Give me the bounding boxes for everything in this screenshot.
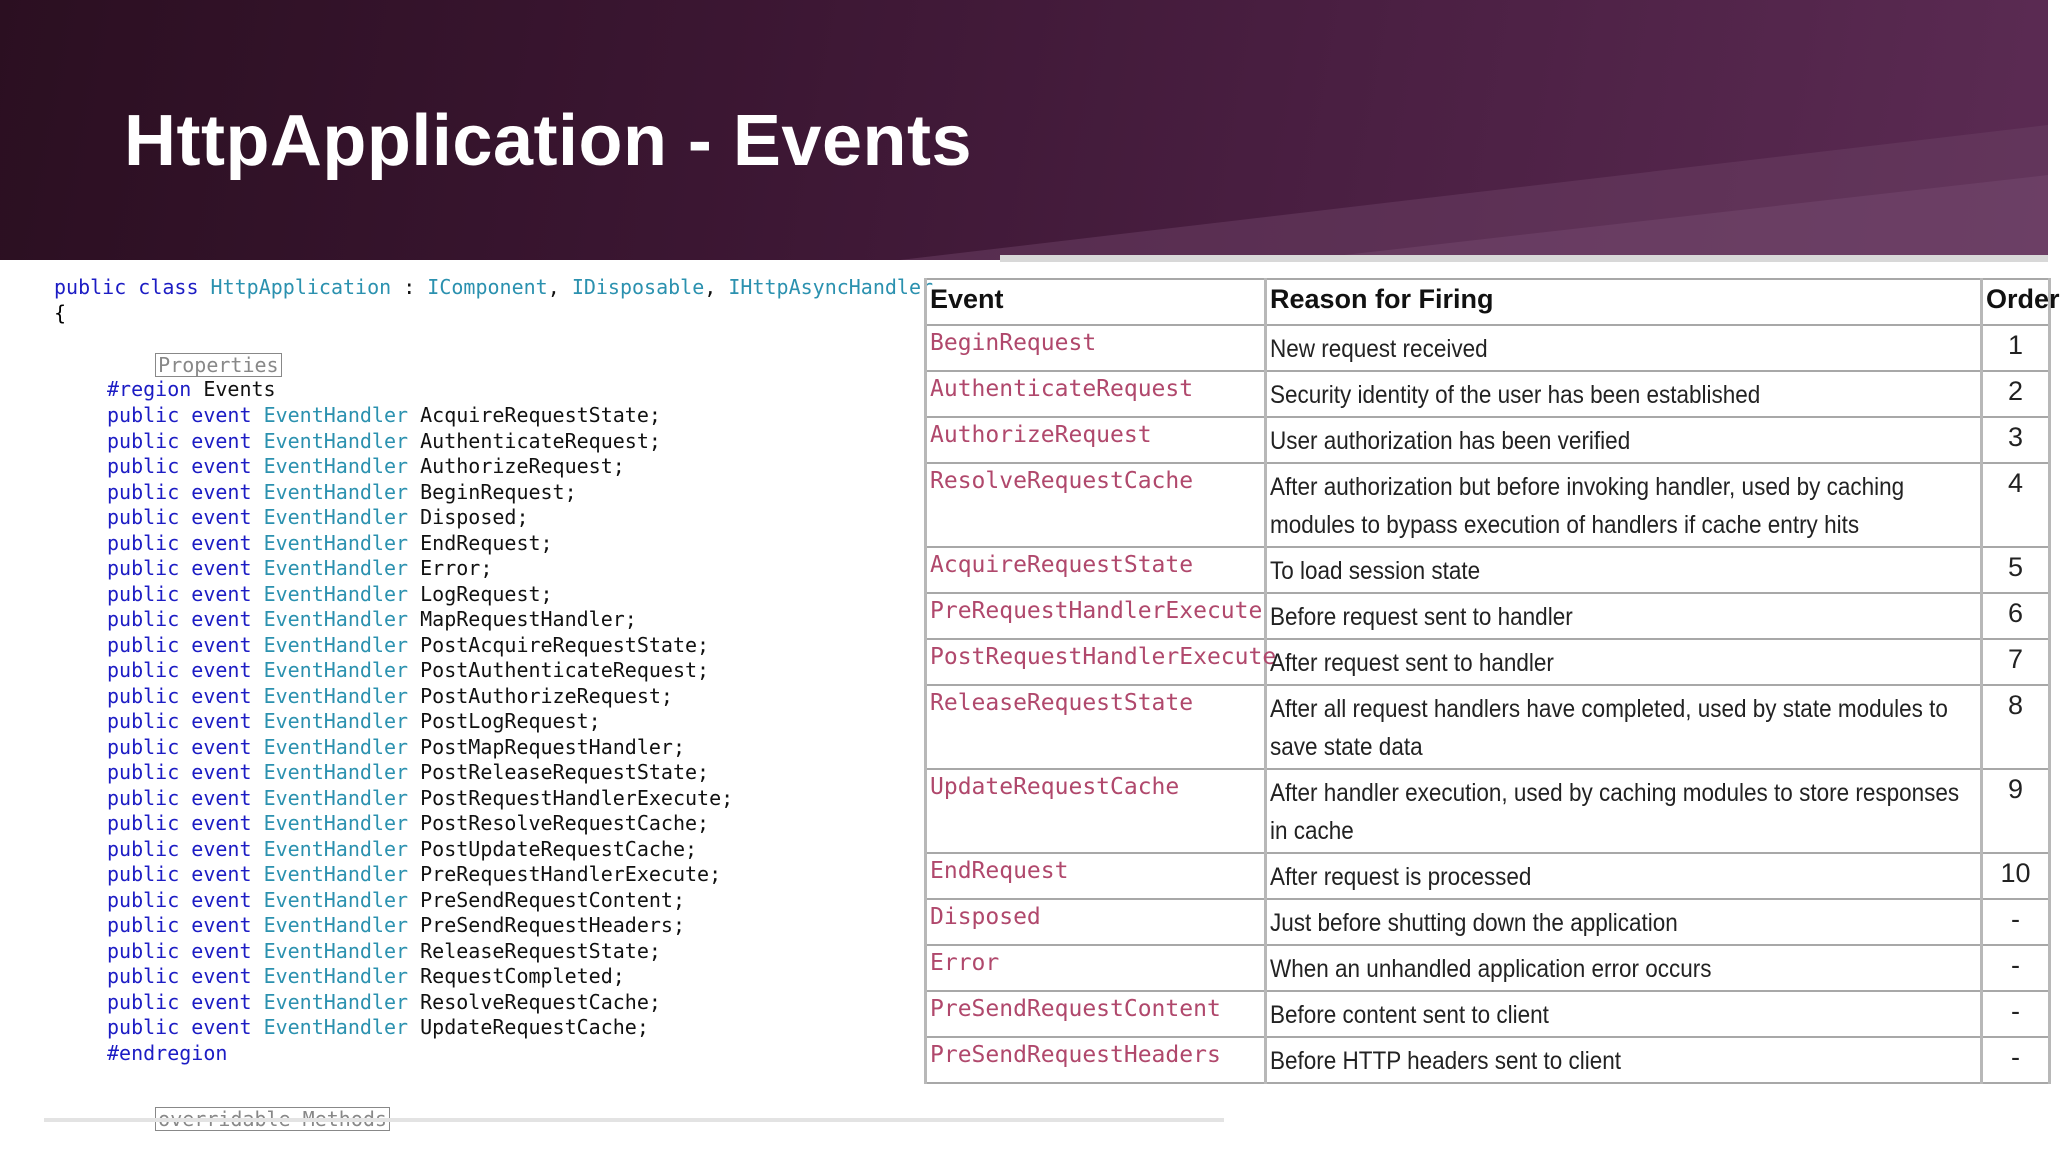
event-declaration-line bbox=[107, 861, 721, 887]
event-cell bbox=[926, 769, 1266, 853]
region-name: Events bbox=[203, 377, 276, 401]
event-type: EventHandler bbox=[263, 862, 409, 886]
event-declaration-line bbox=[107, 734, 685, 760]
order-cell: - bbox=[1982, 899, 2050, 945]
event-name: AcquireRequestState; bbox=[420, 403, 661, 427]
event-name: ResolveRequestCache; bbox=[420, 989, 661, 1014]
reason-text: To load session state bbox=[1270, 557, 1481, 585]
event-type: EventHandler bbox=[263, 964, 409, 988]
event-name: PostAuthorizeRequest; bbox=[420, 683, 673, 708]
table-header-row bbox=[926, 279, 2050, 325]
event-cell bbox=[926, 417, 1266, 463]
event-cell bbox=[926, 991, 1266, 1037]
event-keyword: event bbox=[191, 530, 252, 555]
reason-text: New request received bbox=[1270, 335, 1488, 363]
table-row bbox=[926, 853, 2050, 899]
event-type: EventHandler bbox=[263, 581, 409, 606]
event-keyword: event bbox=[191, 454, 252, 478]
reason-text: Before HTTP headers sent to client bbox=[1270, 1047, 1622, 1075]
reason-text: After all request handlers have completed, used by state modules to save state data bbox=[1270, 695, 1948, 761]
table-row bbox=[926, 593, 2050, 639]
reason-cell bbox=[1266, 371, 1982, 417]
table-row bbox=[926, 639, 2050, 685]
class-declaration-token: public class bbox=[54, 275, 211, 299]
class-declaration-token: IHttpAsyncHandler bbox=[728, 275, 934, 299]
event-keyword: event bbox=[191, 760, 252, 784]
event-cell bbox=[926, 899, 1266, 945]
event-name: PostAcquireRequestState; bbox=[420, 632, 710, 657]
event-keyword: event bbox=[191, 709, 252, 733]
event-declaration-line bbox=[107, 989, 661, 1015]
event-name-text: PreRequestHandlerExecute bbox=[930, 598, 1263, 624]
event-declaration-line bbox=[107, 402, 661, 428]
reason-cell bbox=[1266, 1037, 1982, 1083]
event-name-text: ReleaseRequestState bbox=[930, 690, 1194, 716]
event-name: UpdateRequestCache; bbox=[420, 1015, 649, 1039]
region-end bbox=[107, 1040, 227, 1066]
public-keyword: public bbox=[107, 989, 180, 1014]
reason-cell bbox=[1266, 991, 1982, 1037]
public-keyword: public bbox=[107, 479, 180, 504]
event-name-text: Disposed bbox=[930, 904, 1041, 930]
properties-collapsed-box[interactable]: Properties bbox=[155, 353, 281, 377]
event-name: PostAuthenticateRequest; bbox=[420, 658, 710, 682]
reason-text: Just before shutting down the application bbox=[1270, 909, 1678, 937]
order-cell: 9 bbox=[1982, 769, 2050, 853]
code-editor bbox=[44, 268, 934, 1128]
reason-cell bbox=[1266, 463, 1982, 547]
event-name-text: AcquireRequestState bbox=[930, 552, 1194, 578]
class-declaration-token: , bbox=[704, 275, 729, 299]
event-name-text: PreSendRequestContent bbox=[930, 996, 1221, 1022]
order-cell: 4 bbox=[1982, 463, 2050, 547]
reason-cell bbox=[1266, 325, 1982, 371]
class-declaration-token: , bbox=[547, 275, 572, 299]
event-type: EventHandler bbox=[263, 938, 409, 963]
event-type: EventHandler bbox=[263, 658, 409, 682]
event-name: ReleaseRequestState; bbox=[420, 938, 661, 963]
event-declaration-line bbox=[107, 912, 685, 938]
event-declaration-line bbox=[107, 938, 661, 964]
event-declaration-line bbox=[107, 453, 625, 479]
event-declaration-line bbox=[107, 632, 709, 658]
event-name: BeginRequest; bbox=[420, 479, 577, 504]
order-cell: 7 bbox=[1982, 639, 2050, 685]
event-type: EventHandler bbox=[263, 709, 409, 733]
event-type: EventHandler bbox=[263, 530, 409, 555]
event-declaration-line bbox=[107, 606, 637, 632]
event-cell bbox=[926, 1037, 1266, 1083]
class-declaration-token: IComponent bbox=[427, 275, 548, 299]
order-cell: 6 bbox=[1982, 593, 2050, 639]
header-order: Order bbox=[1982, 279, 2050, 325]
event-type: EventHandler bbox=[263, 556, 409, 580]
event-cell bbox=[926, 325, 1266, 371]
order-cell: 10 bbox=[1982, 853, 2050, 899]
event-type: EventHandler bbox=[263, 734, 409, 759]
reason-cell bbox=[1266, 593, 1982, 639]
event-declaration-line bbox=[107, 683, 673, 709]
event-declaration-line bbox=[107, 657, 709, 683]
table-row bbox=[926, 899, 2050, 945]
public-keyword: public bbox=[107, 836, 180, 861]
slide-header bbox=[0, 0, 2048, 260]
event-declaration-line bbox=[107, 887, 685, 913]
event-name-text: PreSendRequestHeaders bbox=[930, 1042, 1221, 1068]
event-name: AuthenticateRequest; bbox=[420, 428, 661, 453]
reason-text: When an unhandled application error occurs bbox=[1270, 955, 1712, 983]
reason-text: User authorization has been verified bbox=[1270, 427, 1631, 455]
public-keyword: public bbox=[107, 785, 180, 810]
event-cell bbox=[926, 685, 1266, 769]
reason-cell bbox=[1266, 639, 1982, 685]
event-declaration-line bbox=[107, 504, 528, 530]
event-type: EventHandler bbox=[263, 887, 409, 912]
table-row bbox=[926, 769, 2050, 853]
event-declaration-line bbox=[107, 530, 553, 556]
event-name-text: Error bbox=[930, 950, 1000, 976]
event-type: EventHandler bbox=[263, 913, 409, 937]
header-event: Event bbox=[926, 279, 1266, 325]
event-name: PostRequestHandlerExecute; bbox=[420, 785, 734, 810]
event-type: EventHandler bbox=[263, 454, 409, 478]
event-type: EventHandler bbox=[263, 1015, 409, 1039]
table-row bbox=[926, 463, 2050, 547]
header-reason: Reason for Firing bbox=[1266, 279, 1982, 325]
event-type: EventHandler bbox=[263, 505, 409, 529]
public-keyword: public bbox=[107, 403, 180, 427]
event-declaration-line bbox=[107, 581, 553, 607]
event-declaration-line bbox=[107, 708, 601, 734]
reason-text: After handler execution, used by caching modules to store responses in cache bbox=[1270, 779, 1960, 845]
reason-text: Before request sent to handler bbox=[1270, 603, 1573, 631]
event-name-text: ResolveRequestCache bbox=[930, 468, 1194, 494]
order-cell: - bbox=[1982, 991, 2050, 1037]
event-keyword: event bbox=[191, 913, 252, 937]
table-row bbox=[926, 325, 2050, 371]
event-declaration-line bbox=[107, 810, 709, 836]
public-keyword: public bbox=[107, 938, 180, 963]
event-keyword: event bbox=[191, 607, 252, 631]
event-name: Error; bbox=[420, 556, 493, 580]
public-keyword: public bbox=[107, 709, 180, 733]
event-keyword: event bbox=[191, 887, 252, 912]
event-cell bbox=[926, 593, 1266, 639]
properties-region[interactable] bbox=[107, 326, 282, 377]
table-body bbox=[926, 325, 2050, 1083]
public-keyword: public bbox=[107, 530, 180, 555]
public-keyword: public bbox=[107, 1015, 180, 1039]
public-keyword: public bbox=[107, 556, 180, 580]
event-cell bbox=[926, 639, 1277, 685]
public-keyword: public bbox=[107, 913, 180, 937]
event-keyword: event bbox=[191, 428, 252, 453]
event-type: EventHandler bbox=[263, 683, 409, 708]
event-name: LogRequest; bbox=[420, 581, 553, 606]
event-keyword: event bbox=[191, 734, 252, 759]
event-type: EventHandler bbox=[263, 785, 409, 810]
class-declaration-token: IDisposable bbox=[571, 275, 705, 299]
event-keyword: event bbox=[191, 989, 252, 1014]
event-name: PostUpdateRequestCache; bbox=[420, 836, 698, 861]
slide-title: HttpApplication - Events bbox=[124, 101, 973, 181]
event-keyword: event bbox=[191, 658, 252, 682]
region-keyword: #region bbox=[107, 377, 192, 401]
public-keyword: public bbox=[107, 734, 180, 759]
event-cell bbox=[926, 945, 1266, 991]
public-keyword: public bbox=[107, 760, 180, 784]
event-keyword: event bbox=[191, 836, 252, 861]
event-keyword: event bbox=[191, 683, 252, 708]
reason-text: After authorization but before invoking handler, used by caching modules to bypass execution of handlers if cache entry hits bbox=[1270, 473, 1905, 539]
public-keyword: public bbox=[107, 505, 180, 529]
class-declaration bbox=[54, 274, 933, 300]
event-keyword: event bbox=[191, 964, 252, 988]
public-keyword: public bbox=[107, 683, 180, 708]
event-type: EventHandler bbox=[263, 836, 409, 861]
order-cell: 3 bbox=[1982, 417, 2050, 463]
reason-cell bbox=[1266, 899, 1982, 945]
event-cell bbox=[926, 547, 1266, 593]
event-declaration-line bbox=[107, 759, 709, 785]
event-name: EndRequest; bbox=[420, 530, 553, 555]
public-keyword: public bbox=[107, 632, 180, 657]
order-cell: 8 bbox=[1982, 685, 2050, 769]
order-cell: 5 bbox=[1982, 547, 2050, 593]
event-type: EventHandler bbox=[263, 428, 409, 453]
event-keyword: event bbox=[191, 785, 252, 810]
overridable-region[interactable] bbox=[107, 1080, 390, 1106]
event-declaration-line bbox=[107, 555, 492, 581]
class-declaration-token: : bbox=[391, 275, 428, 299]
table-row bbox=[926, 945, 2050, 991]
order-cell: - bbox=[1982, 1037, 2050, 1083]
events-table bbox=[924, 278, 2060, 1084]
public-keyword: public bbox=[107, 454, 180, 478]
event-name: PreRequestHandlerExecute; bbox=[420, 862, 722, 886]
public-keyword: public bbox=[107, 862, 180, 886]
reason-cell bbox=[1266, 685, 1982, 769]
table-row bbox=[926, 371, 2050, 417]
event-keyword: event bbox=[191, 1015, 252, 1039]
event-keyword: event bbox=[191, 862, 252, 886]
event-name-text: UpdateRequestCache bbox=[930, 774, 1180, 800]
order-cell: - bbox=[1982, 945, 2050, 991]
event-name: Disposed; bbox=[420, 505, 529, 529]
reason-cell bbox=[1266, 547, 1982, 593]
class-declaration-token: HttpApplication bbox=[210, 275, 392, 299]
event-name: PostResolveRequestCache; bbox=[420, 811, 710, 835]
event-name: PostLogRequest; bbox=[420, 709, 601, 733]
event-cell bbox=[926, 853, 1266, 899]
public-keyword: public bbox=[107, 964, 180, 988]
reason-cell bbox=[1266, 853, 1982, 899]
event-keyword: event bbox=[191, 811, 252, 835]
table-row bbox=[926, 417, 2050, 463]
event-type: EventHandler bbox=[263, 989, 409, 1014]
event-declaration-line bbox=[107, 836, 697, 862]
event-keyword: event bbox=[191, 505, 252, 529]
event-type: EventHandler bbox=[263, 403, 409, 427]
event-name: MapRequestHandler; bbox=[420, 607, 637, 631]
event-keyword: event bbox=[191, 632, 252, 657]
event-type: EventHandler bbox=[263, 479, 409, 504]
event-name-text: AuthenticateRequest bbox=[930, 376, 1194, 402]
event-declaration-line bbox=[107, 428, 661, 454]
event-declaration-line bbox=[107, 1014, 649, 1040]
table-row bbox=[926, 685, 2050, 769]
public-keyword: public bbox=[107, 658, 180, 682]
event-keyword: event bbox=[191, 479, 252, 504]
reason-text: After request sent to handler bbox=[1270, 649, 1554, 677]
event-declaration-line bbox=[107, 963, 625, 989]
reason-text: Before content sent to client bbox=[1270, 1001, 1549, 1029]
event-name: PostReleaseRequestState; bbox=[420, 760, 710, 784]
public-keyword: public bbox=[107, 581, 180, 606]
event-type: EventHandler bbox=[263, 811, 409, 835]
event-type: EventHandler bbox=[263, 632, 409, 657]
event-name-text: EndRequest bbox=[930, 858, 1069, 884]
reason-cell bbox=[1266, 769, 1982, 853]
event-keyword: event bbox=[191, 556, 252, 580]
public-keyword: public bbox=[107, 811, 180, 835]
event-keyword: event bbox=[191, 403, 252, 427]
reason-cell bbox=[1266, 945, 1982, 991]
code-divider bbox=[44, 1118, 1224, 1122]
event-name-text: BeginRequest bbox=[930, 330, 1097, 356]
event-cell bbox=[926, 371, 1266, 417]
public-keyword: public bbox=[107, 607, 180, 631]
order-cell: 2 bbox=[1982, 371, 2050, 417]
reason-text: After request is processed bbox=[1270, 863, 1532, 891]
event-name: PostMapRequestHandler; bbox=[420, 734, 686, 759]
event-name: PreSendRequestContent; bbox=[420, 887, 686, 912]
table-row bbox=[926, 991, 2050, 1037]
order-cell: 1 bbox=[1982, 325, 2050, 371]
event-type: EventHandler bbox=[263, 607, 409, 631]
event-keyword: event bbox=[191, 581, 252, 606]
endregion-keyword: #endregion bbox=[107, 1040, 228, 1065]
table-row bbox=[926, 1037, 2050, 1083]
public-keyword: public bbox=[107, 887, 180, 912]
reason-text: Security identity of the user has been established bbox=[1270, 381, 1761, 409]
open-brace: { bbox=[54, 301, 67, 325]
event-type: EventHandler bbox=[263, 760, 409, 784]
event-name: RequestCompleted; bbox=[420, 964, 625, 988]
region-start bbox=[107, 376, 276, 402]
event-name-text: AuthorizeRequest bbox=[930, 422, 1152, 448]
event-cell bbox=[926, 463, 1266, 547]
event-name: PreSendRequestHeaders; bbox=[420, 913, 686, 937]
table-row bbox=[926, 547, 2050, 593]
event-declaration-line bbox=[107, 785, 733, 811]
reason-cell bbox=[1266, 417, 1982, 463]
event-keyword: event bbox=[191, 938, 252, 963]
event-declaration-line bbox=[107, 479, 577, 505]
event-name: AuthorizeRequest; bbox=[420, 454, 625, 478]
public-keyword: public bbox=[107, 428, 180, 453]
event-name-text: PostRequestHandlerExecute bbox=[930, 644, 1277, 670]
